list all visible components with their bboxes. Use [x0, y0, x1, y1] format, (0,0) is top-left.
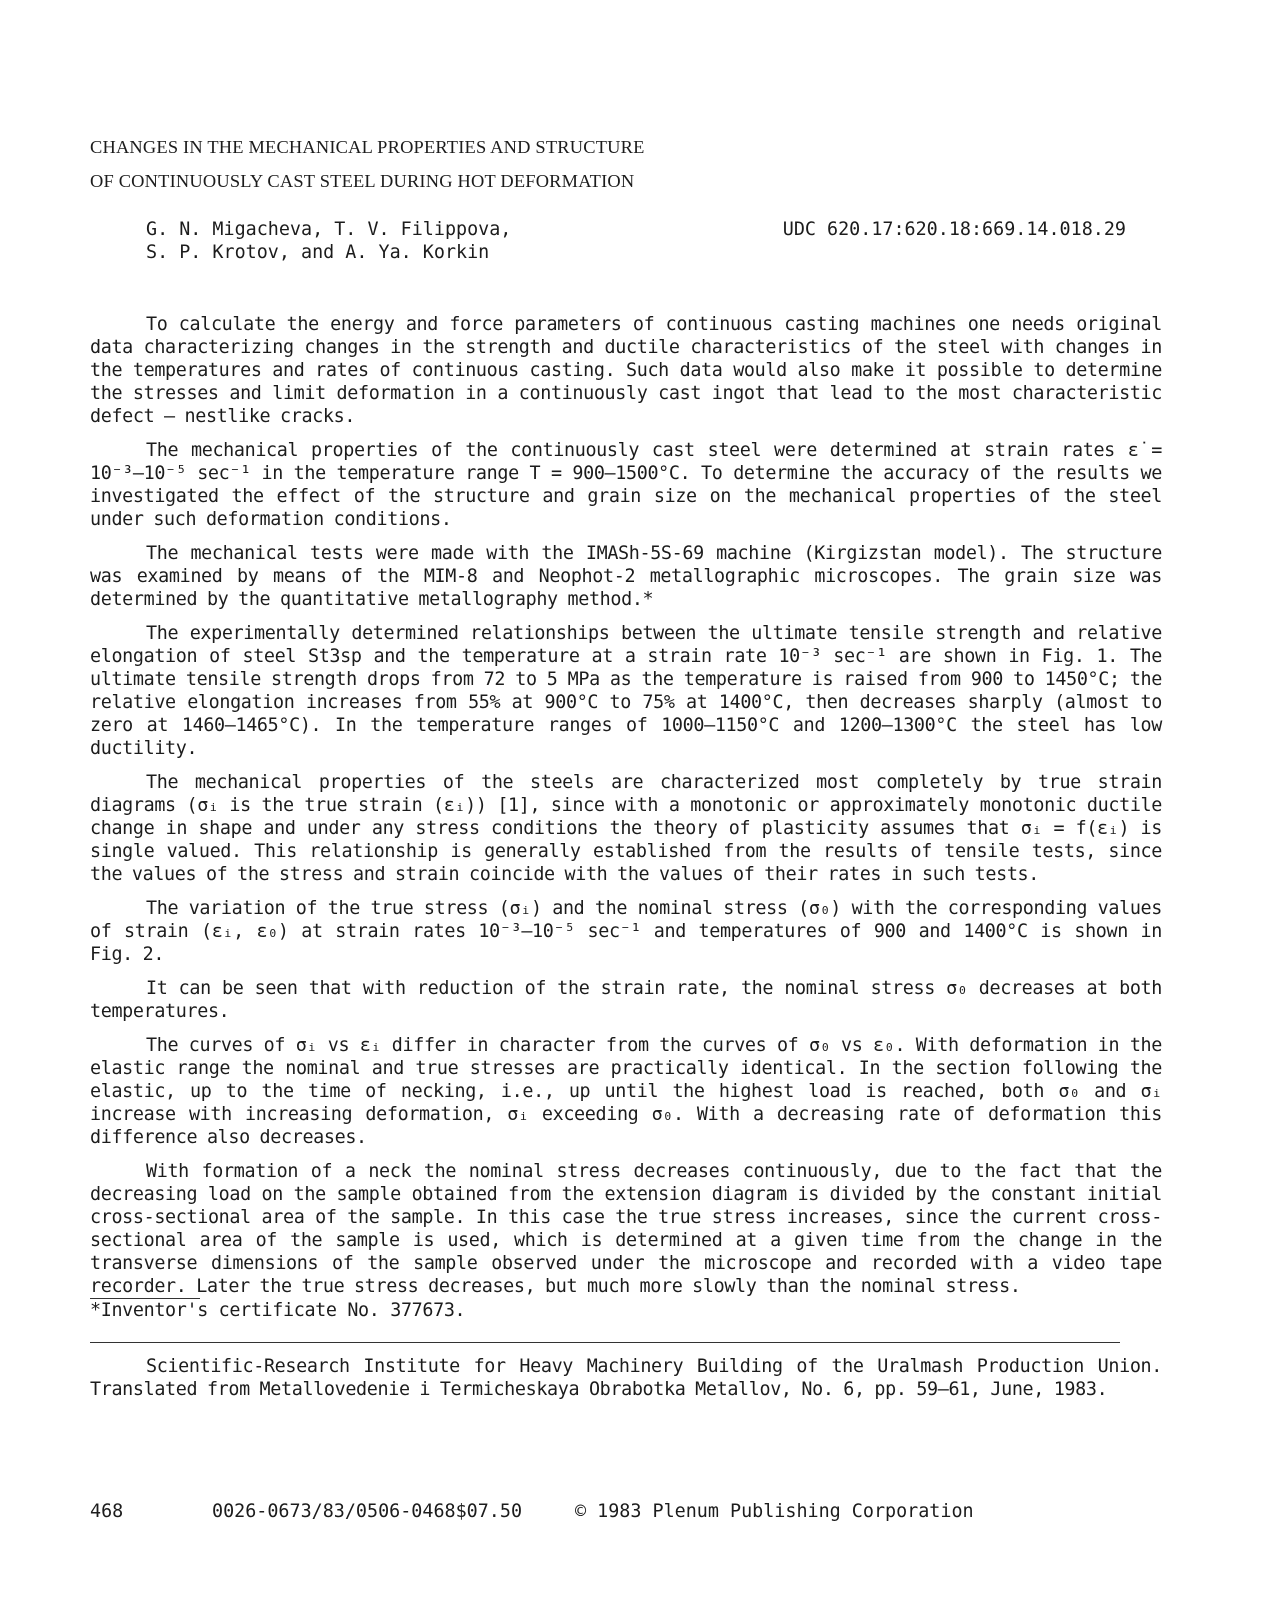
byline	[90, 218, 1162, 268]
udc-code: UDC 620.17:620.18:669.14.018.29	[782, 219, 1126, 240]
affiliation: Scientific-Research Institute for Heavy Machinery Building of the Uralmash Production Union. Translated from Metallovedenie i Termicheskaya Obrabotka Metallov, No. 6, pp. 59–61, June, 1983.	[90, 1356, 1162, 1400]
paragraph-5: The mechanical properties of the steels are characterized most completely by true strain diagrams (σᵢ is the true strain (εᵢ)) [1], since with a monotonic or approximately monotonic ductile change in shape and under any stress conditions the theory of plasticity assumes that σᵢ = f(εᵢ) is single valued. This relationship is generally established from the results of tensile tests, since the values of the stress and strain coincide with the values of their rates in such tests.	[90, 772, 1162, 885]
paragraph-8: The curves of σᵢ vs εᵢ differ in character from the curves of σ₀ vs ε₀. With deformation in the elastic range the nominal and true stresses are practically identical. In the section following the elastic, up to the time of necking, i.e., up until the highest load is reached, both σ₀ and σᵢ increase with increasing deformation, σᵢ exceeding σ₀. With a decreasing rate of deformation this difference also decreases.	[90, 1035, 1162, 1148]
paragraph-4: The experimentally determined relationships between the ultimate tensile strength and relative elongation of steel St3sp and the temperature at a strain rate 10⁻³ sec⁻¹ are shown in Fig. 1. The ultimate tensile strength drops from 72 to 5 MPa as the temperature is raised from 900 to 1450°C; the relative elongation increases from 55% at 900°C to 75% at 1400°C, then decreases sharply (almost to zero at 1460–1465°C). In the temperature ranges of 1000–1150°C and 1200–1300°C the steel has low ductility.	[90, 623, 1162, 759]
affiliation-divider	[90, 1342, 1120, 1343]
authors-line-2: S. P. Krotov, and A. Ya. Korkin	[146, 242, 490, 263]
authors	[146, 218, 511, 264]
paragraph-7: It can be seen that with reduction of the strain rate, the nominal stress σ₀ decreases at both temperatures.	[90, 978, 1162, 1022]
title-line-1: CHANGES IN THE MECHANICAL PROPERTIES AND STRUCTURE	[90, 137, 645, 157]
paragraph-1: To calculate the energy and force parameters of continuous casting machines one needs original data characterizing changes in the strength and ductile characteristics of the steel with changes in the temperatures and rates of continuous casting. Such data would also make it possible to determine the stresses and limit deformation in a continuously cast ingot that lead to the most characteristic defect — nestlike cracks.	[90, 314, 1162, 427]
paragraph-2: The mechanical properties of the continuously cast steel were determined at strain rates ε̇ = 10⁻³–10⁻⁵ sec⁻¹ in the temperature range T = 900–1500°C. To determine the accuracy of the results we investigated the effect of the structure and grain size on the mechanical properties of the steel under such deformation conditions.	[90, 440, 1162, 530]
title-line-2: OF CONTINUOUSLY CAST STEEL DURING HOT DEFORMATION	[90, 171, 635, 191]
page-number: 468	[90, 1501, 124, 1522]
paragraph-6: The variation of the true stress (σᵢ) and the nominal stress (σ₀) with the corresponding values of strain (εᵢ, ε₀) at strain rates 10⁻³–10⁻⁵ sec⁻¹ and temperatures of 900 and 1400°C is shown in Fig. 2.	[90, 898, 1162, 965]
authors-line-1: G. N. Migacheva, T. V. Filippova,	[146, 219, 512, 240]
article-body	[90, 313, 1162, 1401]
article-code: 0026-0673/83/0506-0468$07.50	[212, 1501, 523, 1522]
copyright: © 1983 Plenum Publishing Corporation	[575, 1501, 974, 1522]
paragraph-3: The mechanical tests were made with the IMASh-5S-69 machine (Kirgizstan model). The structure was examined by means of the MIM-8 and Neophot-2 metallographic microscopes. The grain size was determined by the quantitative metallography method.*	[90, 543, 1162, 610]
paragraph-9: With formation of a neck the nominal stress decreases continuously, due to the fact that the decreasing load on the sample obtained from the extension diagram is divided by the constant initial cross-sectional area of the sample. In this case the true stress increases, since the current cross-sectional area of the sample is used, which is determined at a given time from the change in the transverse dimensions of the sample observed under the microscope and recorded with a video tape recorder. Later the true stress decreases, but much more slowly than the nominal stress.	[90, 1161, 1162, 1297]
article-title	[90, 130, 1162, 198]
footnote: *Inventor's certificate No. 377673.	[90, 1300, 466, 1321]
article	[90, 130, 1162, 1419]
